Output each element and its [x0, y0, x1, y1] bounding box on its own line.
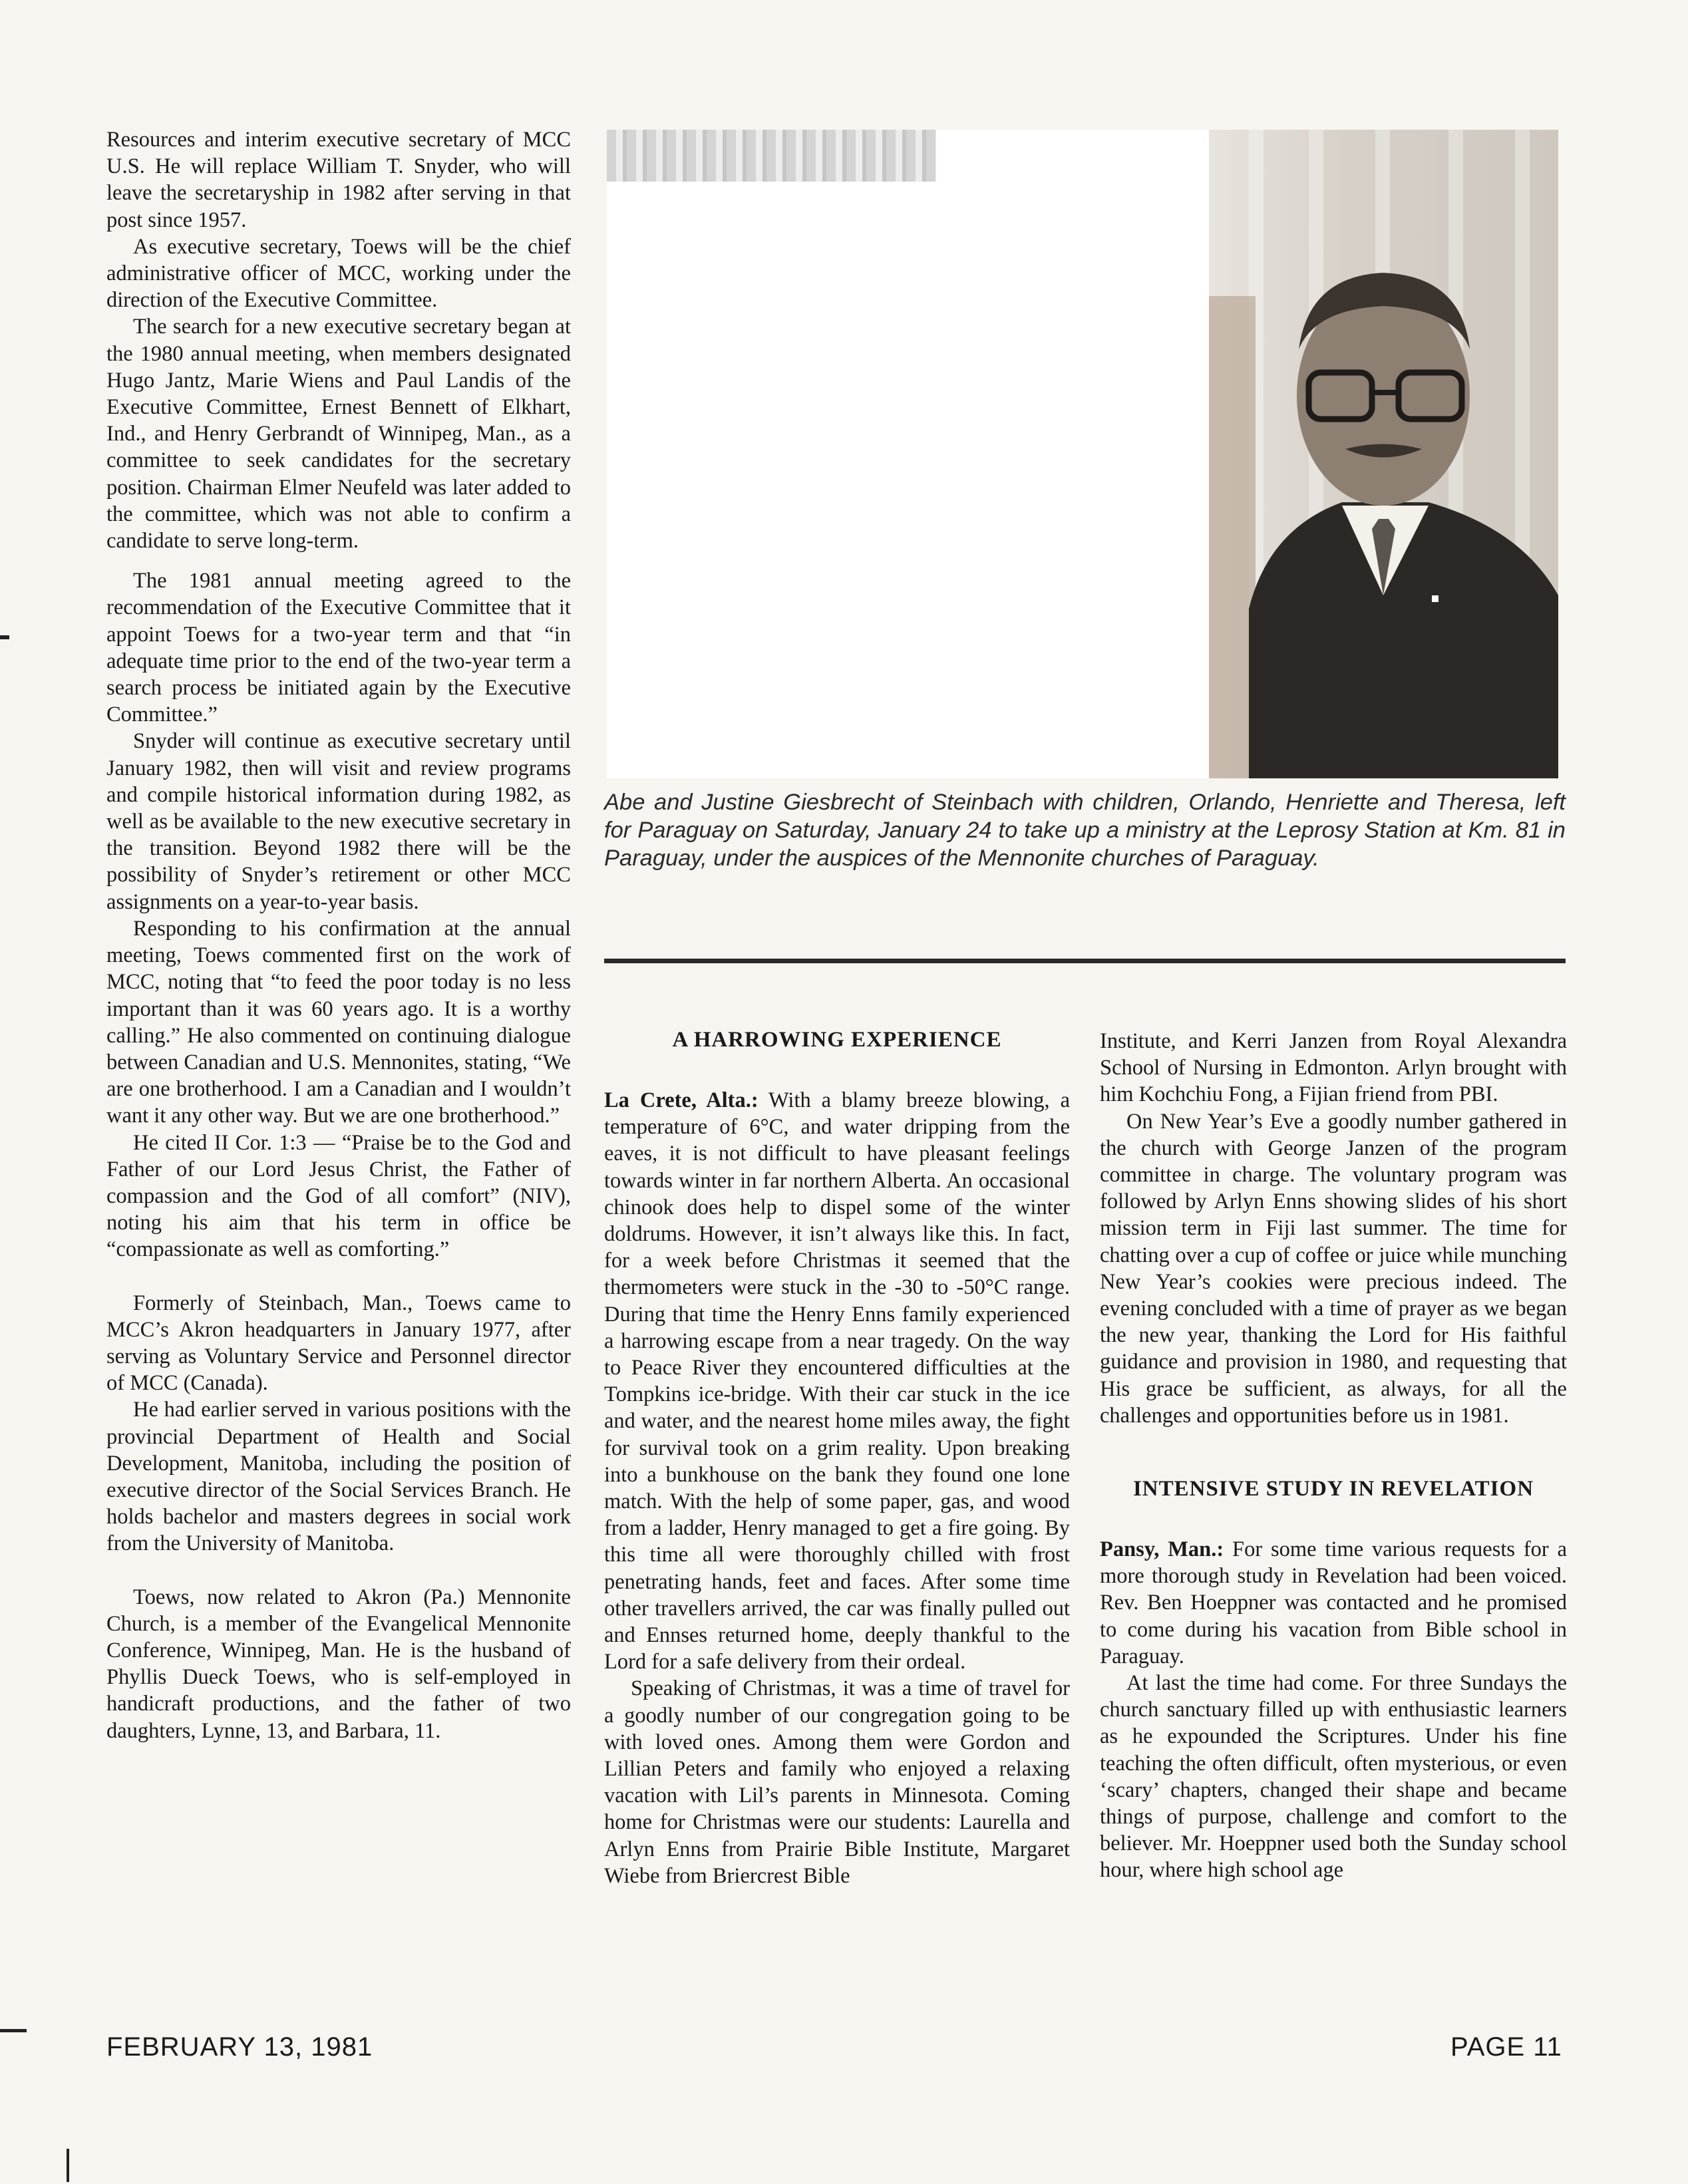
scan-mark — [67, 2149, 69, 2182]
paragraph: Formerly of Steinbach, Man., Toews came to MCC’s Akron headquarters in January 1977, after serving as Voluntary Service and Personnel director of MCC (Canada). — [106, 1291, 571, 1396]
paragraph: Toews, now related to Akron (Pa.) Mennonite Church, is a member of the Evangelical Mennonite Conference, Winnipeg, Man. He is the husband of Phyllis Dueck Toews, who is self-employed in handicraft productions, and the father of two daughters, Lynne, 13, and Barbara, 11. — [106, 1585, 571, 1743]
paragraph: Institute, and Kerri Janzen from Royal Alexandra School of Nursing in Edmonton. Arlyn brought with him Kochchiu Fong, a Fijian friend from PBI. — [1100, 1029, 1567, 1107]
scan-mark — [0, 635, 9, 639]
section-divider — [604, 959, 1566, 963]
portrait-photo — [1209, 130, 1558, 778]
dateline: Pansy, Man.: — [1100, 1537, 1224, 1562]
paragraph: Responding to his confirmation at the annual meeting, Toews commented first on the work of MCC, noting that “to feed the poor today is no less important than it was 60 years ago. It is a worthy calling.” He also commented on continuing dialogue between Canadian and U.S. Mennonites, stating, “We are one brotherhood. I am a Canadian and I wouldn’t want it any other way. But we are one brotherhood.” — [106, 916, 571, 1128]
article-lead — [1100, 1536, 1567, 1670]
article-heading: A HARROWING EXPERIENCE — [672, 1028, 1002, 1052]
footer-date: FEBRUARY 13, 1981 — [106, 2032, 373, 2062]
left-column — [106, 126, 571, 1744]
paragraph: He cited II Cor. 1:3 — “Praise be to the God and Father of our Lord Jesus Christ, the Father of compassion and the God of all comfort” (NIV), noting his aim that his term in office be “compassionate as well as comforting.” — [106, 1130, 571, 1262]
lead-text: With a blamy breeze blowing, a temperature of 6°C, and water dripping from the eaves, it is not difficult to have pleasant feelings towards winter in far northern Alberta. An occasional chinook does help to dispel some of the winter doldrums. However, it isn’t always like this. In fact, for a week before Christmas it seemed that the thermometers were stuck in the -30 to -50°C range. During that time the Henry Enns family experienced a harrowing escape from a near tragedy. On the way to Peace River they encountered difficulties at the Tompkins ice-bridge. With their car stuck in the ice and water, and the nearest home miles away, the fight for survival took on a grim reality. Upon breaking into a bunkhouse on the bank they found one lone match. With the help of some paper, gas, and wood from a ladder, Henry managed to get a fire going. By this time all were thoroughly chilled with frost penetrating hands, feet and faces. After some time other travellers arrived, the car was finally pulled out and Ennses returned home, deeply thankful to the Lord for a safe delivery from their ordeal. — [604, 1088, 1070, 1674]
paragraph: As executive secretary, Toews will be the chief administrative officer of MCC, working under the direction of the Executive Committee. — [106, 234, 571, 313]
paragraph: Speaking of Christmas, it was a time of travel for a goodly number of our congregation going to be with loved ones. Among them were Gordon and Lillian Peters and family who enjoyed a relaxing vacation with Lil’s parents in Minnesota. Coming home for Christmas were our students: Laurella and Arlyn Enns from Prairie Bible Institute, Margaret Wiebe from Briercrest Bible — [604, 1676, 1070, 1888]
middle-column — [604, 1028, 1070, 1889]
photo-block — [607, 130, 1558, 778]
paragraph: At last the time had come. For three Sundays the church sanctuary filled up with enthusiastic learners as he expounded the Scriptures. Under his fine teaching the often difficult, often mysterious, or even ‘scary’ chapters, changed their shape and became things of purpose, challenge and comfort to the believer. Mr. Hoeppner used both the Sunday school hour, where high school age — [1100, 1671, 1567, 1883]
paragraph: The search for a new executive secretary began at the 1980 annual meeting, when members designated Hugo Jantz, Marie Wiens and Paul Landis of the Executive Committee, Ernest Bennett of Elkhart, Ind., and Henry Gerbrandt of Winnipeg, Man., as a committee to seek candidates for the secretary position. Chairman Elmer Neufeld was later added to the committee, which was not able to confirm a candidate to serve long-term. — [106, 315, 571, 553]
photo-caption: Abe and Justine Giesbrecht of Steinbach with children, Orlando, Henriette and Theresa, left for Paraguay on Saturday, January 24 to take up a ministry at the Leprosy Station at Km. 81 in Paraguay, under the auspices of the Mennonite churches of Paraguay. — [604, 790, 1566, 871]
portrait-figure — [1209, 130, 1558, 778]
article-heading: INTENSIVE STUDY IN REVELATION — [1132, 1477, 1534, 1501]
paragraph: The 1981 annual meeting agreed to the recommendation of the Executive Committee that it appoint Toews for a two-year term and that “in adequate time prior to the end of the two-year term a search process be initiated again by the Executive Committee.” — [106, 569, 571, 727]
right-column — [1100, 1028, 1567, 1884]
footer-page-number: PAGE 11 — [1450, 2032, 1562, 2062]
paragraph: Snyder will continue as executive secretary until January 1982, then will visit and review programs and compile historical information during 1982, as well as be available to the new executive secretary in the transition. Beyond 1982 there will be the possibility of Snyder’s retirement or other MCC assignments on a year-to-year basis. — [106, 729, 571, 914]
paragraph: He had earlier served in various positions with the provincial Department of Health and Social Development, Manitoba, including the position of executive director of the Social Services Branch. He holds bachelor and masters degrees in social work from the University of Manitoba. — [106, 1398, 571, 1556]
paragraph: On New Year’s Eve a goodly number gathered in the church with George Janzen of the program committee in charge. The voluntary program was followed by Arlyn Enns showing slides of his short mission term in Fiji last summer. The time for chatting over a cup of coffee or juice while munching New Year’s cookies were precious indeed. The evening concluded with a time of prayer as we began the new year, thanking the Lord for His faithful guidance and provision in 1980, and requesting that His grace be sufficient, as always, for all the challenges and opportunities before us in 1981. — [1100, 1109, 1567, 1428]
lead-text: For some time various requests for a more thorough study in Revelation had been voiced. Rev. Ben Hoeppner was contacted and he promised to come during his vacation from Bible school in Paraguay. — [1100, 1537, 1567, 1668]
paragraph: Resources and interim executive secretary of MCC U.S. He will replace William T. Snyder, who will leave the secretaryship in 1982 after serving in that post since 1957. — [106, 128, 571, 232]
dateline: La Crete, Alta.: — [604, 1088, 759, 1112]
article-lead — [604, 1087, 1070, 1675]
photo-fragment — [607, 130, 936, 182]
scan-mark — [0, 2029, 27, 2032]
